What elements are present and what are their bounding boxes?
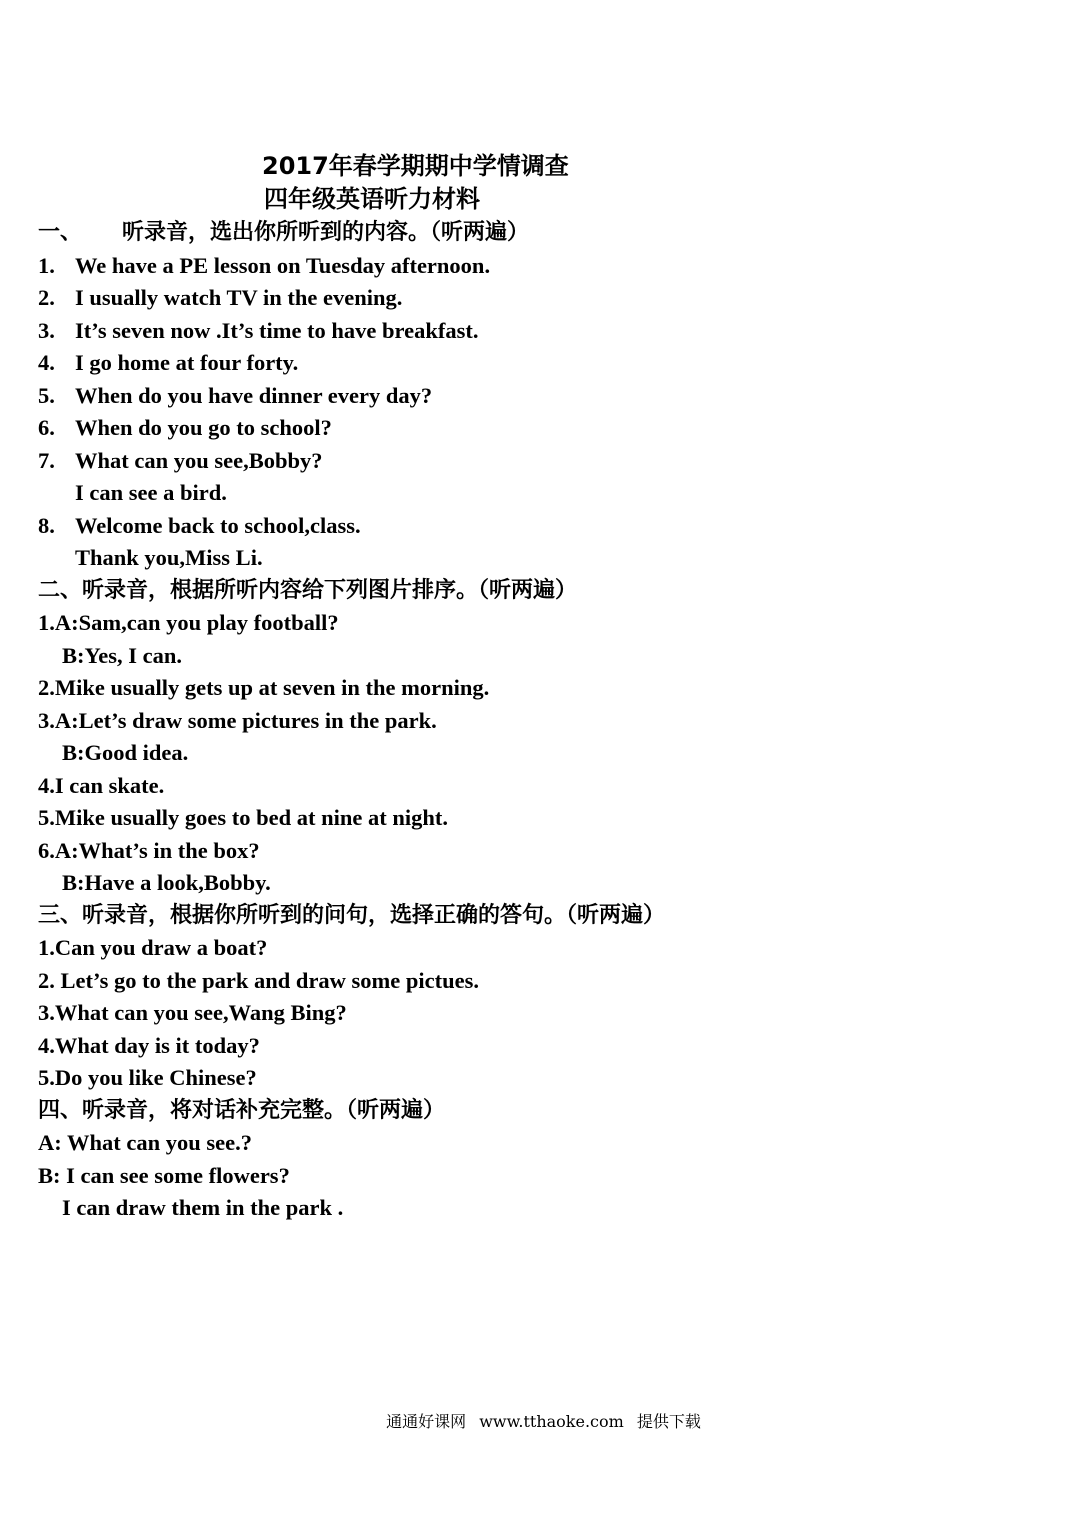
section-1-heading [38,217,1048,250]
section-1-number: 一、 [38,220,83,245]
document-title [262,150,569,216]
list-item-continuation: Thank you,Miss Li. [75,545,263,570]
list-item: 4.I can skate. [38,772,165,798]
section-1-heading-text: 听录音，选出你所听到的内容。（听两遍） [122,220,530,245]
title-line-1: 2017年春学期期中学情调查 [262,152,569,180]
list-item: 2. I usually watch TV in the evening. [38,285,403,310]
list-item: 2.Mike usually gets up at seven in the morning. [38,675,490,700]
list-item: 1.A:Sam,can you play football? [38,610,339,635]
footer-site-name: 通通好课网 [386,1412,467,1431]
list-item-continuation: B:Have a look,Bobby. [62,870,271,895]
list-item: 3.A:Let’s draw some pictures in the park. [38,707,437,733]
list-item: 5. When do you have dinner every day? [38,382,433,408]
list-item: 3.What can you see,Wang Bing? [38,1000,347,1025]
list-item: 6.A:What’s in the box? [38,837,260,863]
list-item: 5.Do you like Chinese? [38,1065,257,1090]
section-4-heading: 四、听录音，将对话补充完整。（听两遍） [38,1097,446,1123]
list-item: B: I can see some flowers? [38,1162,290,1188]
list-item: A: What can you see.? [38,1130,252,1155]
document-body [38,217,1048,1225]
list-item-continuation: B:Yes, I can. [62,642,183,668]
list-item: 8. Welcome back to school,class. [38,512,361,538]
list-item-continuation: I can draw them in the park . [62,1195,344,1220]
list-item-continuation: B:Good idea. [62,740,189,765]
page-footer [0,1409,1087,1432]
title-line-2: 四年级英语听力材料 [264,185,480,213]
list-item: 4. I go home at four forty. [38,350,299,375]
footer-suffix: 提供下载 [636,1412,701,1431]
list-item: 5.Mike usually goes to bed at nine at night. [38,805,449,830]
footer-url: www.tthaoke.com [479,1412,624,1431]
list-item: 1.Can you draw a boat? [38,935,268,960]
list-item: 2. Let’s go to the park and draw some pictues. [38,967,480,993]
section-2-heading: 二、听录音，根据所听内容给下列图片排序。（听两遍） [38,577,578,603]
list-item: 3. It’s seven now .It’s time to have breakfast. [38,317,479,343]
list-item-continuation: I can see a bird. [75,480,227,505]
section-3-heading: 三、听录音，根据你所听到的问句，选择正确的答句。（听两遍） [38,902,666,928]
list-item: 1. We have a PE lesson on Tuesday afternoon. [38,252,491,278]
list-item: 4.What day is it today? [38,1032,260,1058]
list-item: 6. When do you go to school? [38,415,332,440]
list-item: 7. What can you see,Bobby? [38,447,323,473]
